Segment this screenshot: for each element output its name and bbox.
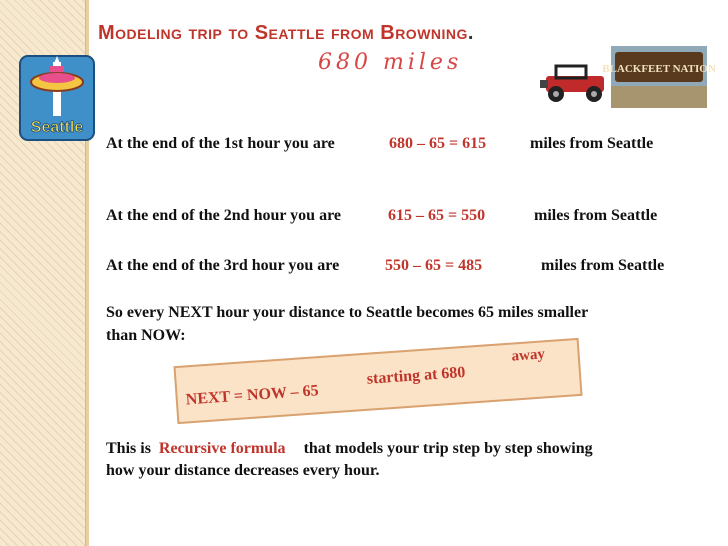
seattle-logo [16, 52, 98, 144]
conclusion-line-1 [106, 440, 593, 458]
hour-line-2-expr: 615 – 65 = 550 [388, 207, 486, 224]
formula-away: away [511, 346, 546, 365]
conclusion-prefix: This is [106, 440, 151, 457]
title-period: . [467, 22, 474, 44]
title-text: Modeling trip to Seattle from Browning [98, 22, 468, 44]
hour-line-1-expr: 680 – 65 = 615 [389, 135, 487, 152]
handwritten-note: 680 miles [318, 50, 463, 75]
conclusion-rest: that models your trip step by step showing [303, 440, 593, 457]
hour-line-1-prefix: At the end of the 1st hour you are [106, 135, 335, 152]
hour-line-3-expr: 550 – 65 = 485 [385, 257, 483, 274]
seattle-logo-text: Seattle [30, 119, 84, 136]
formula-box [173, 338, 582, 424]
hour-line-3-prefix: At the end of the 3rd hour you are [106, 257, 340, 274]
formula-starting: starting at 680 [366, 363, 466, 388]
recursive-formula-term: Recursive formula [158, 440, 286, 457]
hour-line-3-suffix: miles from Seattle [541, 257, 665, 274]
slide-title [98, 22, 474, 45]
hour-line-1-suffix: miles from Seattle [530, 135, 654, 152]
formula-expression: NEXT = NOW – 65 [185, 382, 320, 409]
sign-text: BLACKFEET NATION [602, 63, 716, 75]
hour-line-3 [106, 257, 665, 275]
hour-line-1 [106, 135, 654, 153]
hour-line-2-suffix: miles from Seattle [534, 207, 658, 224]
summary-line-2: than NOW: [106, 327, 186, 344]
summary-line-1: So every NEXT hour your distance to Seattle becomes 65 miles smaller [106, 304, 589, 321]
blackfeet-nation-sign-image [602, 46, 716, 108]
hour-line-2-prefix: At the end of the 2nd hour you are [106, 207, 341, 224]
conclusion-line-2: how your distance decreases every hour. [106, 462, 380, 479]
hour-line-2 [106, 207, 658, 225]
